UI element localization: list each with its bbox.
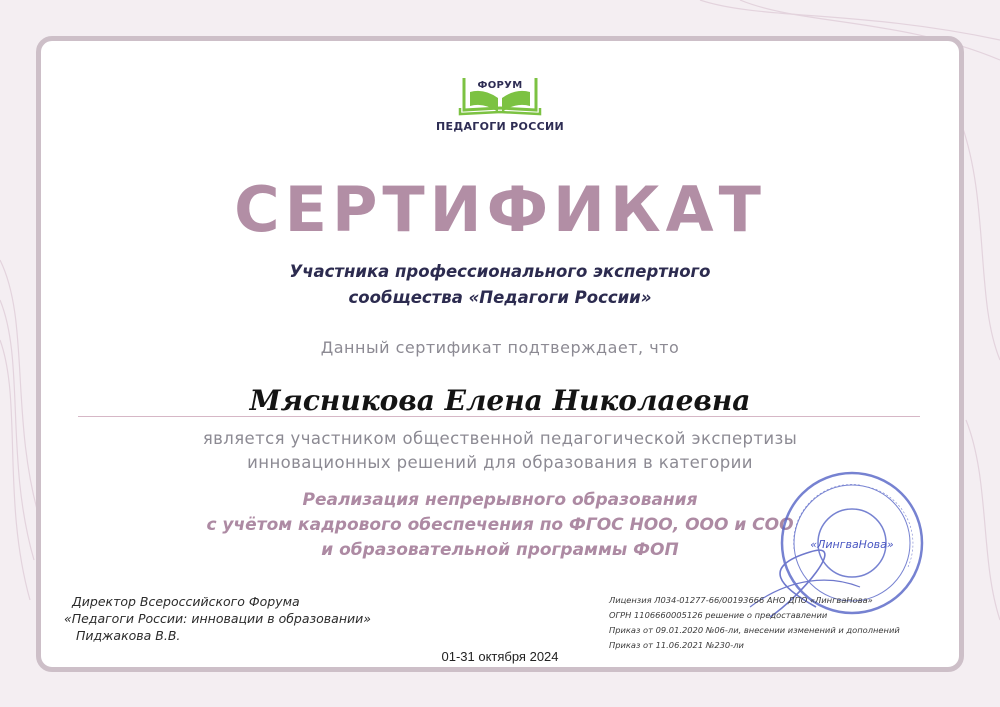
subtitle-line: Участника профессионального экспертного (289, 262, 711, 281)
recipient-name: Мясникова Елена Николаевна (249, 384, 751, 417)
logo-word: ФОРУМ (477, 80, 523, 91)
director-name: Пиджакова В.В. (76, 628, 181, 643)
category-line: и образовательной программы ФОП (321, 540, 679, 560)
category-line: Реализация непрерывного образования (302, 490, 698, 510)
description-line: инновационных решений для образования в категории (247, 453, 753, 472)
license-line: Приказ от 11.06.2021 №230-ли (609, 640, 744, 650)
license-line: ОГРН 1106660005126 решение о предоставлении (609, 610, 828, 620)
certificate-title: СЕРТИФИКАТ (234, 173, 766, 246)
director-title: Директор Всероссийского Форума (72, 594, 300, 609)
director-forum: «Педагоги России: инновации в образовании» (64, 611, 371, 626)
logo-organization: ПЕДАГОГИ РОССИИ (436, 120, 564, 133)
license-line: Лицензия Л034-01277-66/00193666 АНО ДПО «ЛингваНова» (609, 595, 873, 605)
certificate-subtitle (0, 259, 1000, 311)
name-underline (78, 416, 920, 417)
stamp-center-text: «ЛингваНова» (810, 538, 894, 551)
forum-logo (458, 72, 542, 120)
license-info (609, 593, 949, 653)
subtitle-line: сообщества «Педагоги России» (348, 288, 652, 307)
confirmation-text: Данный сертификат подтверждает, что (320, 338, 680, 357)
certificate-date: 01-31 октября 2024 (441, 649, 559, 664)
license-line: Приказ от 09.01.2020 №06-ли, внесении изменений и дополнений (609, 625, 900, 635)
description-line: является участником общественной педагогической экспертизы (202, 429, 798, 448)
director-signature-block (64, 593, 432, 644)
category-line: с учётом кадрового обеспечения по ФГОС НОО, ООО и СОО (206, 515, 794, 535)
